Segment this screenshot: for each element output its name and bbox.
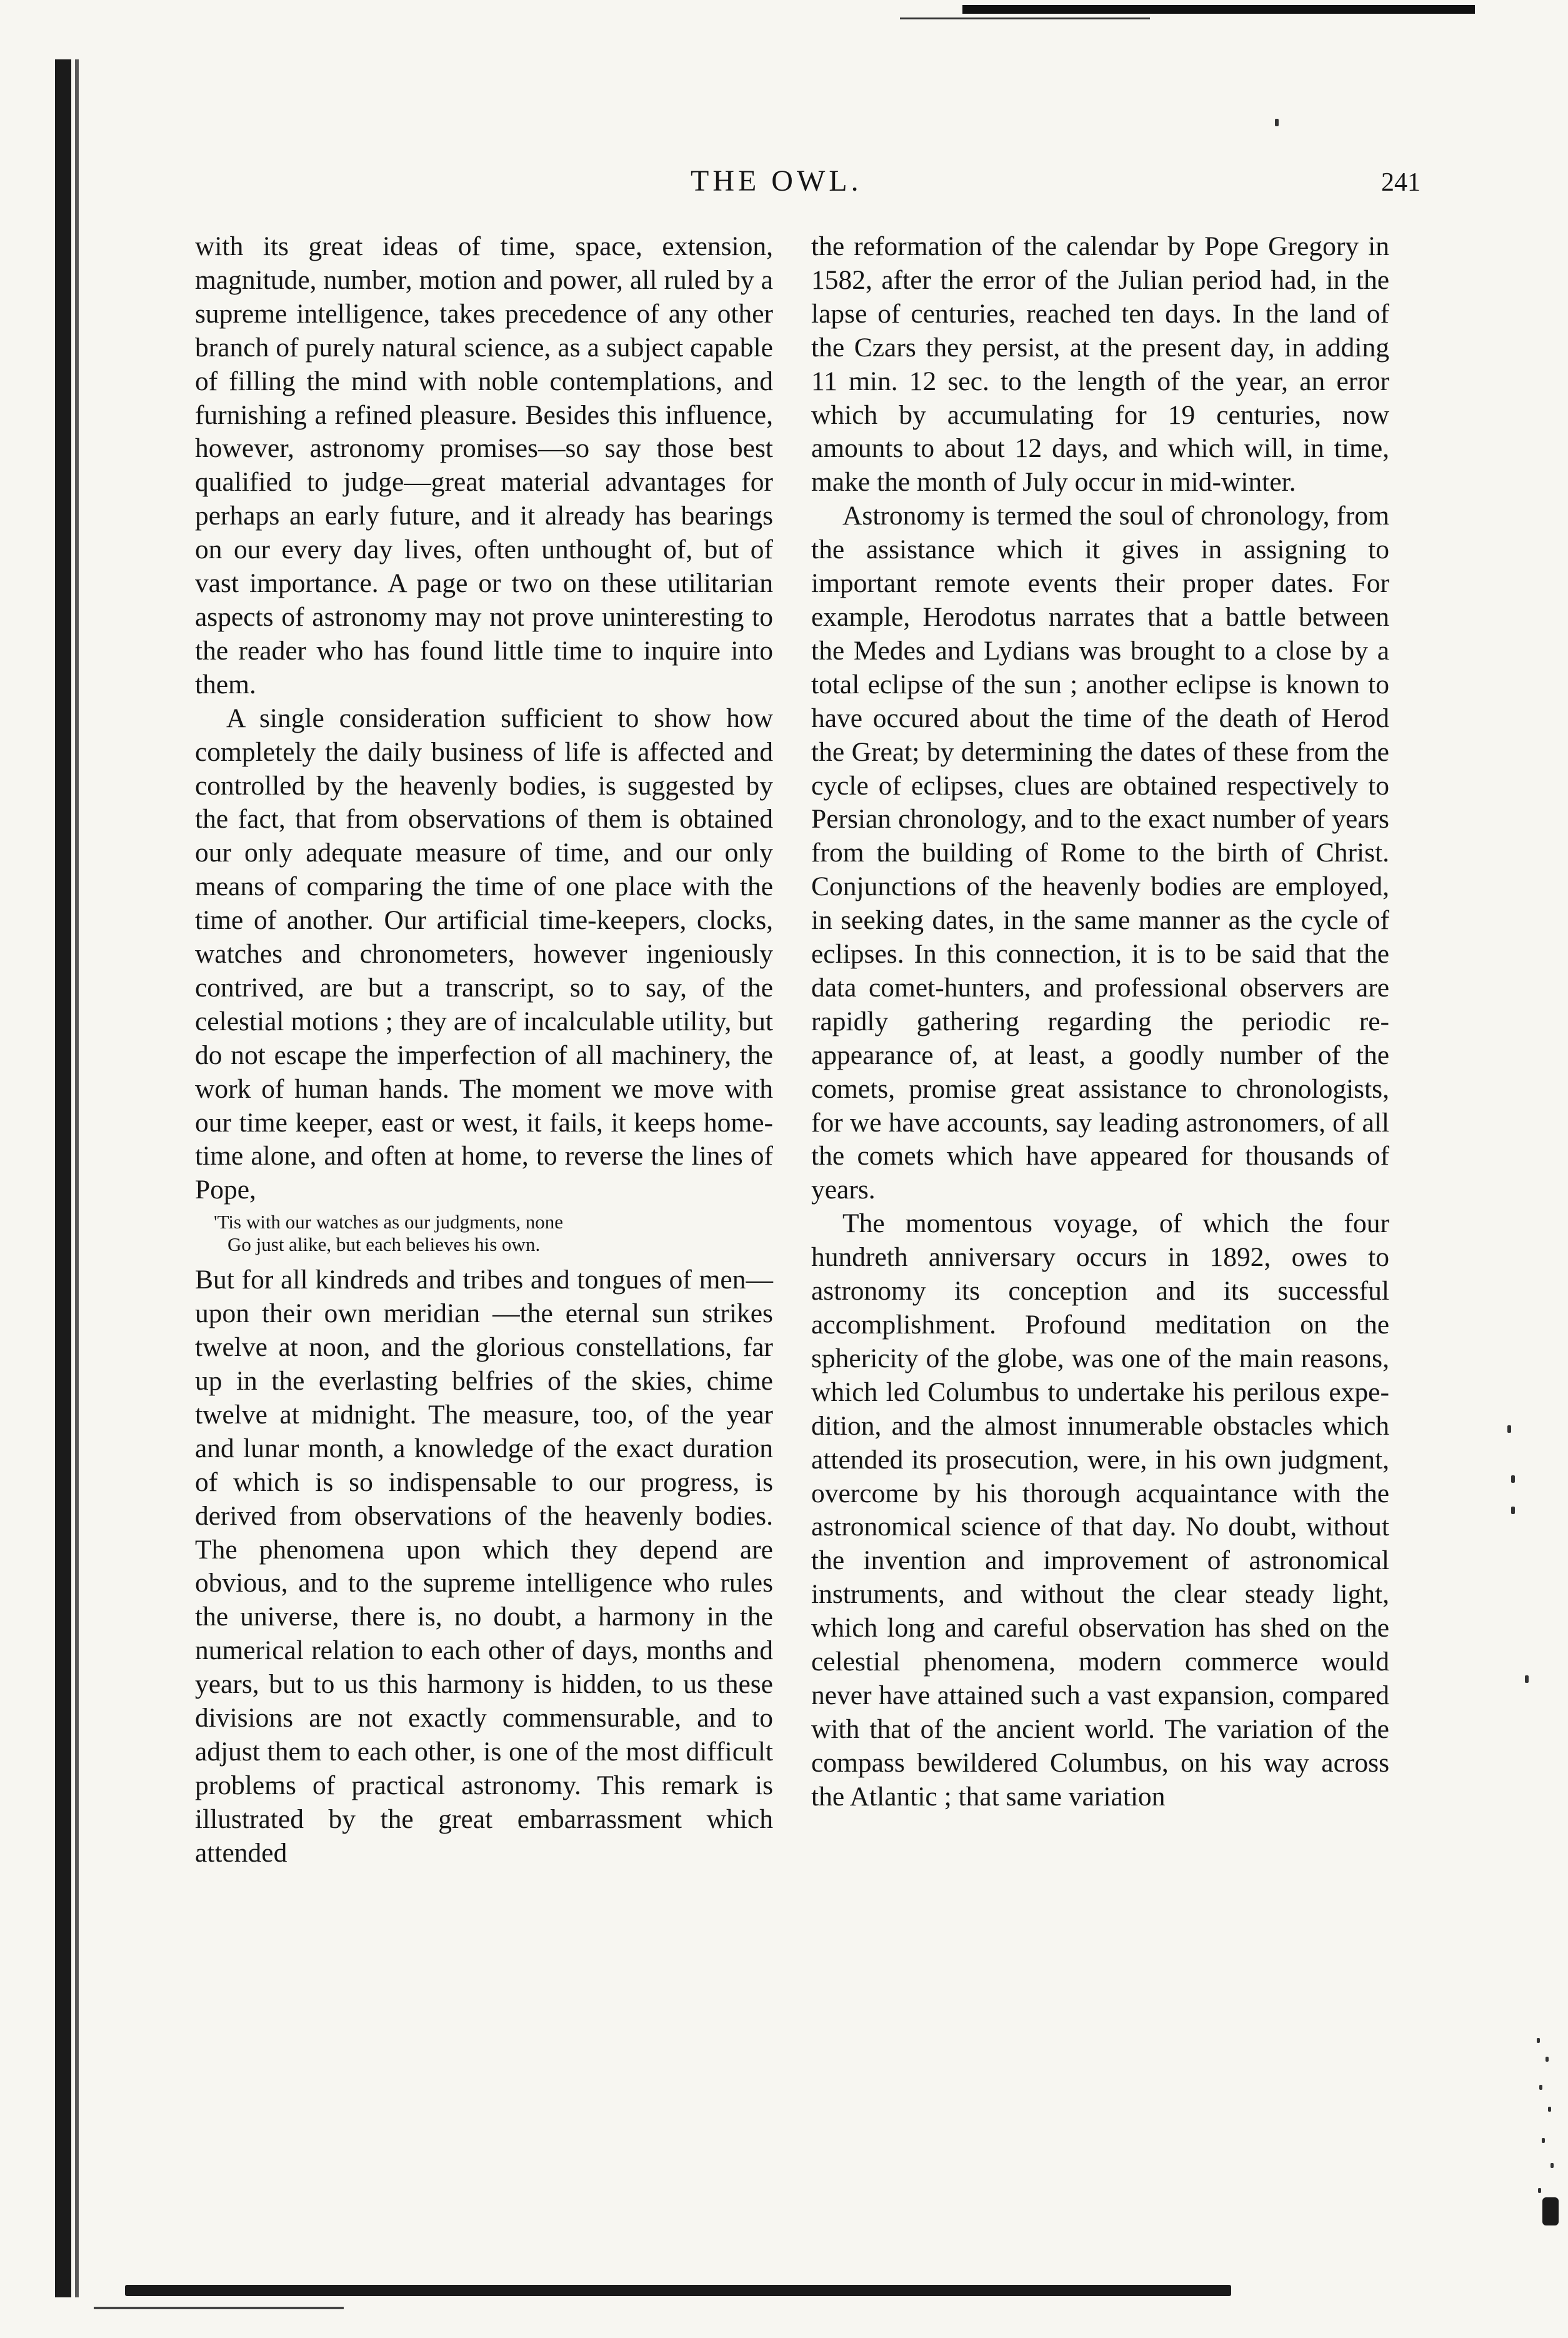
left-paragraph-3: But for all kindreds and tribes and tongues of men—upon their own meridian —the eternal sun strikes twelve at noon, and the glorious constellations, far up in the everlasting belfries of the skies, chime twelve at midnight. The measure, too, of the year and lunar month, a knowledge of the exact duration of which is so indispensable to our progress, is derived from observations of the heavenly bodies. The phenomena upon which they depend are obvious, and to the supreme intelligence who rules the universe, there is, no doubt, a harmony in the numerical relation to each other of days, months and years, but to us this harmony is hidden, to us these divisions are not exactly commensurable, and to adjust them to each other, is one of the most difficult problems of practical astronomy. This remark is illustrated by the great embarrassment which attended bbox=[195, 1265, 773, 1868]
right-paragraph-1: the reformation of the calendar by Pope Gregory in 1582, after the error of the Julian period had, in the lapse of centuries, reached ten days. In the land of the Czars they persist, at the present day, in adding 11 min. 12 sec. to the length of the year, an error which by accumulating for 19 centuries, now amounts to about 12 days, and which will, in time, make the month of July occur in mid-winter. bbox=[811, 231, 1389, 498]
scan-speck bbox=[1275, 119, 1279, 126]
right-paragraph-3: The momentous voyage, of which the four hundreth anniversary occurs in 1892, owes to astronomy its conception and its successful accomplishment. Profound meditation on the sphericity of the globe, was one of the main reasons, which led Columbus to undertake his perilous expedition, and the almost innumerable obstacles which attended its prosecution, were, in his own judgment, overcome by his thorough acquaintance with the astronomical science of that day. No doubt, without the invention and improvement of astronomical instruments, and without the clear steady light, which long and careful observation has shed on the celestial phenomena, modern commerce would never have attained such a vast expansion, compared with that of the ancient world. The variation of the compass bewildered Columbus, on his way across the Atlantic ; that same variation bbox=[811, 1208, 1389, 1812]
left-column bbox=[195, 230, 773, 1870]
scan-speck bbox=[1507, 1425, 1511, 1433]
right-column bbox=[811, 230, 1389, 1814]
left-paragraph-2: A single consideration sufficient to show how completely the daily business of life is affected and controlled by the heavenly bodies, is suggested by the fact, that from observations of them is obtained our only adequate measure of time, and our only means of comparing the time of one place with the time of another. Our artificial time-keepers, clocks, watches and chronometers, however ingeniously contrived, are but a transcript, so to say, of the celestial motions ; they are of incalculable utility, but do not escape the imperfection of all machinery, the work of human hands. The moment we move with our time keeper, east or west, it fails, it keeps home-time alone, and often at home, to reverse the lines of Pope, bbox=[195, 703, 773, 1205]
running-title: THE OWL. bbox=[691, 164, 862, 198]
scan-top-rule bbox=[962, 5, 1475, 14]
scan-left-edge-shadow bbox=[55, 59, 71, 2297]
verse-line-2: Go just alike, but each believes his own. bbox=[227, 1233, 541, 1256]
scan-left-edge-line bbox=[75, 59, 79, 2297]
left-paragraph-continued: with its great ideas of time, space, extension, magnitude, number, motion and power, all ruled by a supreme intelligence, takes precedence of any other branch of purely natural science, as a subject capable of filling the mind with noble contemplations, and furnishing a refined pleasure. Besides this influence, however, astronomy promises—so say those best qualified to judge—great material advantages for perhaps an early future, and it already has bearings on our every day lives, often unthought of, but of vast importance. A page or two on these utilitarian aspects of astronomy may not prove uninteresting to the reader who has found little time to inquire into them. bbox=[195, 231, 773, 700]
scan-speck bbox=[1511, 1507, 1515, 1514]
scan-bottom-rule bbox=[125, 2285, 1231, 2296]
scan-speck bbox=[1525, 1675, 1529, 1683]
scan-speck bbox=[1511, 1475, 1515, 1483]
scan-bottom-rule-thin bbox=[94, 2307, 344, 2309]
scan-top-rule-thin bbox=[900, 18, 1150, 19]
verse-line-1: 'Tis with our watches as our judgments, none bbox=[214, 1211, 563, 1233]
page-number: 241 bbox=[1381, 168, 1421, 197]
scan-right-edge-blot bbox=[1542, 2197, 1559, 2225]
pope-quotation bbox=[214, 1207, 773, 1263]
right-paragraph-2: Astronomy is termed the soul of chronology, from the assistance which it gives in assigning to important remote events their proper dates. For example, Herodotus narrates that a battle between the Medes and Lydians was brought to a close by a total eclipse of the sun ; another eclipse is known to have occured about the time of the death of Herod the Great; by determining the dates of these from the cycle of eclipses, clues are obtained respectively to Persian chronology, and to the exact number of years from the building of Rome to the birth of Christ. Conjunctions of the heavenly bodies are employed, in seeking dates, in the same manner as the cycle of eclipses. In this connection, it is to be said that the data comet-hunters, and professional observers are rapidly gathering regarding the periodic re-appearance of, at least, a goodly number of the comets, promise great assistance to chronologists, for we have accounts, say leading astronomers, of all the comets which have appeared for thousands of years. bbox=[811, 501, 1389, 1205]
